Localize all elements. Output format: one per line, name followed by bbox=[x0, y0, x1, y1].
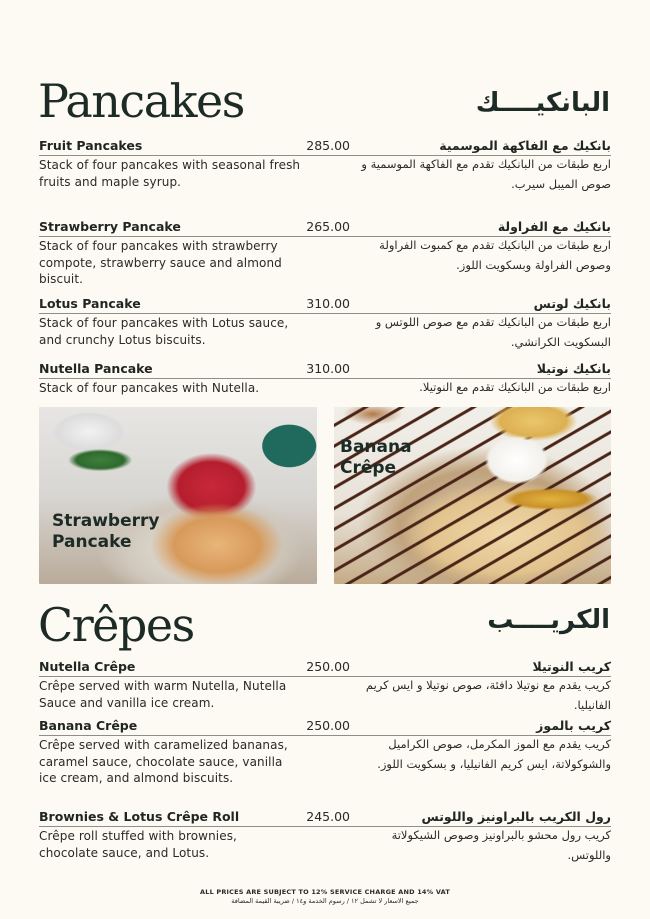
item-description-ar: اربع طبقات من البانكيك تقدم مع الفاكهة الموسمية و صوص الميبل سيرب. bbox=[361, 157, 611, 191]
item-description-en: Stack of four pancakes with seasonal fresh fruits and maple syrup. bbox=[39, 158, 301, 189]
menu-item-strawberry-pancake bbox=[39, 219, 611, 286]
item-description-en: Crêpe served with warm Nutella, Nutella Sauce and vanilla ice cream. bbox=[39, 679, 287, 710]
item-price: 250.00 bbox=[306, 659, 350, 674]
item-description-en: Stack of four pancakes with Nutella. bbox=[39, 381, 260, 395]
item-description-en: Crêpe served with caramelized bananas, caramel sauce, chocolate sauce, vanilla ice cream, and almond biscuits. bbox=[39, 738, 288, 785]
menu-item-fruit-pancakes bbox=[39, 138, 611, 191]
menu-item-lotus-pancake bbox=[39, 296, 611, 349]
photo-label bbox=[340, 437, 412, 479]
item-name-ar: بانكيك لوتس bbox=[533, 296, 611, 311]
photo-strawberry-pancake bbox=[39, 407, 317, 584]
item-name-en: Brownies & Lotus Crêpe Roll bbox=[39, 809, 240, 824]
item-description-en: Stack of four pancakes with strawberry compote, strawberry sauce and almond biscuit. bbox=[39, 239, 282, 286]
item-name-en: Nutella Crêpe bbox=[39, 659, 136, 674]
item-description-ar: اربع طبقات من البانكيك تقدم مع كمبوت الفراولة وصوص الفراولة وبسكويت اللوز. bbox=[379, 238, 611, 272]
item-description-ar: كريب رول محشو بالبراونيز وصوص الشيكولاتة واللوتس. bbox=[391, 828, 611, 862]
footer-note-ar: جميع الاسعار لا تشمل ١٢ / رسوم الخدمة و١٤ / ضريبة القيمة المضافة bbox=[231, 897, 419, 905]
footer-note-en: ALL PRICES ARE SUBJECT TO 12% SERVICE CHARGE AND 14% VAT bbox=[200, 888, 450, 896]
item-name-en: Nutella Pancake bbox=[39, 361, 153, 376]
item-price: 245.00 bbox=[306, 809, 350, 824]
photo-banana-crepe bbox=[334, 407, 611, 584]
item-name-en: Lotus Pancake bbox=[39, 296, 141, 311]
item-description-ar: اربع طبقات من البانكيك تقدم مع صوص اللوتس و البسكويت الكرانشي. bbox=[375, 315, 611, 349]
item-name-ar: بانكيك مع الفراولة bbox=[497, 219, 611, 234]
item-description-ar: كريب يقدم مع نوتيلا دافئة، صوص نوتيلا و ايس كريم الفانيليا. bbox=[365, 678, 611, 712]
section-title-pancakes-en: Pancakes bbox=[38, 74, 244, 128]
item-description-en: Crêpe roll stuffed with brownies, chocolate sauce, and Lotus. bbox=[39, 829, 237, 860]
menu-item-banana-crepe bbox=[39, 718, 611, 785]
item-name-ar: بانكيك نوتيلا bbox=[536, 361, 611, 376]
item-description-en: Stack of four pancakes with Lotus sauce, and crunchy Lotus biscuits. bbox=[39, 316, 289, 347]
item-name-ar: كريب النوتيلا bbox=[532, 659, 611, 674]
menu-item-nutella-crepe bbox=[39, 659, 611, 712]
section-title-crepes-ar: الكريــــب bbox=[487, 605, 610, 635]
section-title-crepes-en: Crêpes bbox=[38, 598, 194, 652]
menu-item-brownies-lotus-crepe-roll bbox=[39, 809, 611, 862]
item-price: 310.00 bbox=[306, 361, 350, 376]
item-price: 265.00 bbox=[306, 219, 350, 234]
item-name-ar: رول الكريب بالبراونيز واللوتس bbox=[421, 809, 611, 824]
menu-item-nutella-pancake bbox=[39, 361, 611, 395]
item-name-ar: كريب بالموز bbox=[536, 718, 611, 733]
photo-label-line2: Crêpe bbox=[340, 458, 397, 478]
item-price: 285.00 bbox=[306, 138, 350, 153]
item-name-en: Fruit Pancakes bbox=[39, 138, 143, 153]
photo-label-line1: Banana bbox=[340, 437, 412, 457]
item-price: 250.00 bbox=[306, 718, 350, 733]
section-title-pancakes-ar: البانكيــــك bbox=[475, 88, 610, 118]
item-name-en: Strawberry Pancake bbox=[39, 219, 181, 234]
photo-label bbox=[52, 511, 159, 553]
item-price: 310.00 bbox=[306, 296, 350, 311]
item-name-ar: بانكيك مع الفاكهة الموسمية bbox=[439, 138, 611, 153]
item-description-ar: اربع طبقات من البانكيك تقدم مع النوتيلا. bbox=[419, 380, 611, 394]
item-name-en: Banana Crêpe bbox=[39, 718, 138, 733]
item-description-ar: كريب يقدم مع الموز المكرمل، صوص الكراميل والشوكولاتة، ايس كريم الفانيليا، و بسكويت اللوز. bbox=[377, 737, 611, 771]
photo-label-line1: Strawberry bbox=[52, 511, 160, 531]
photo-label-line2: Pancake bbox=[52, 532, 132, 552]
